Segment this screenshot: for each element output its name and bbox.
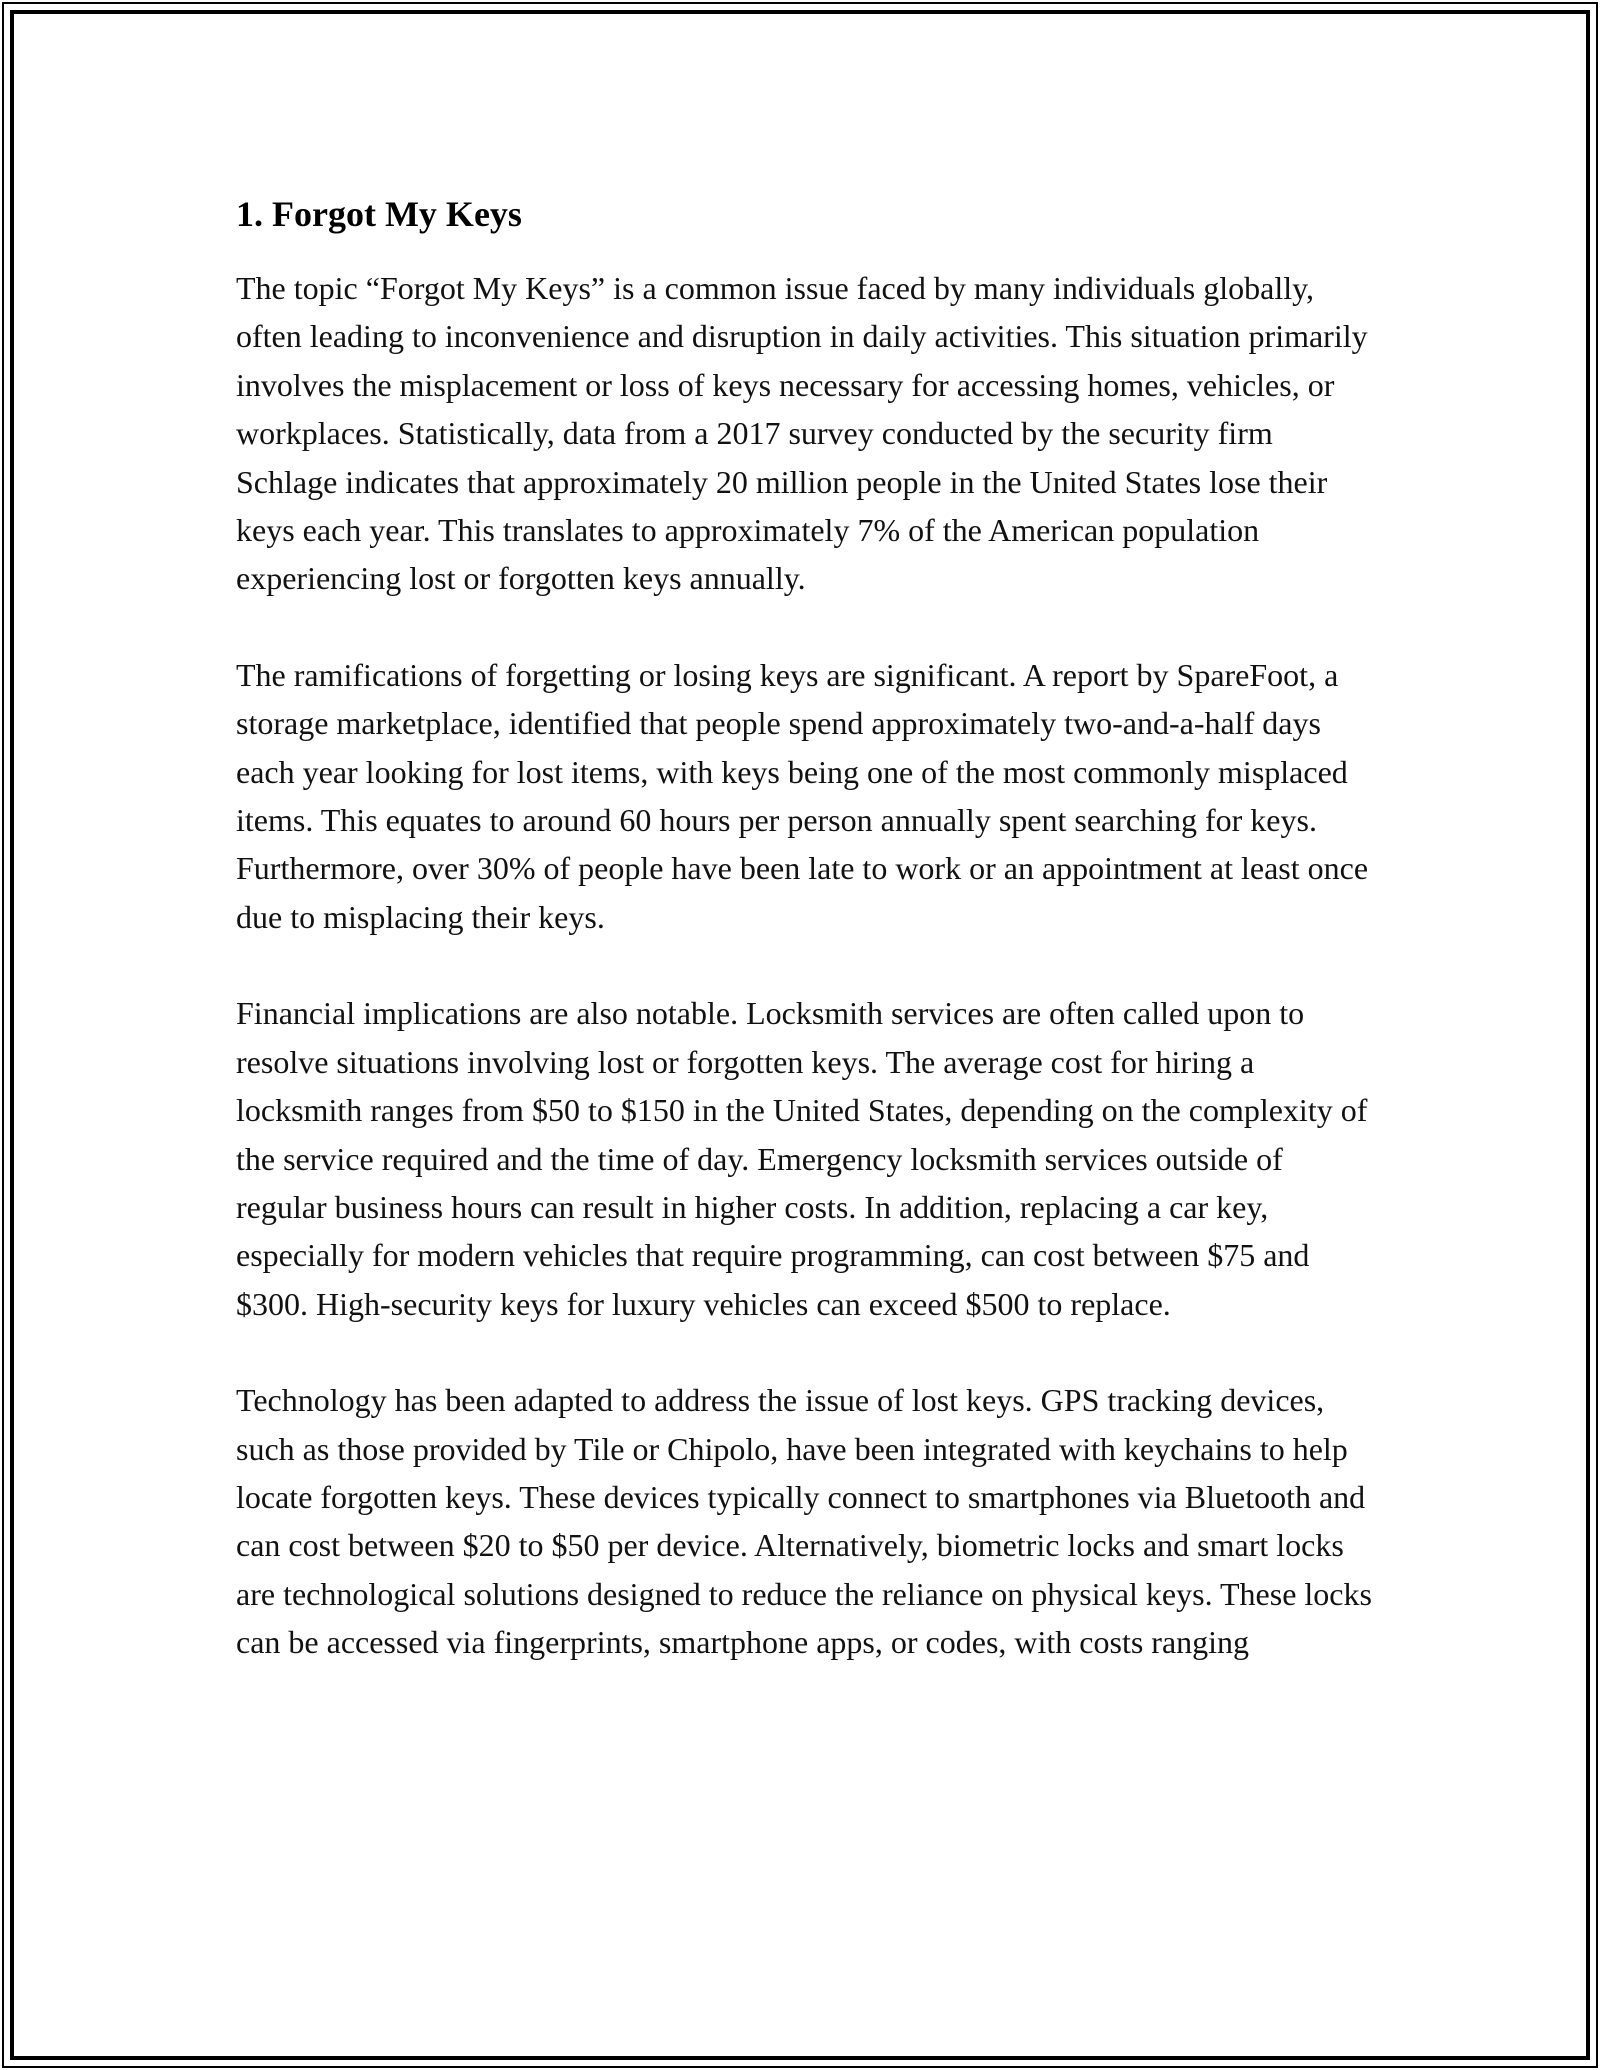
document-body: [236, 186, 1376, 1715]
paragraph-2: The ramifications of forgetting or losing keys are significant. A report by SpareFoot, a storage marketplace, identified that people spend approximately two-and-a-half days each year looking for lost items, with keys being one of the most commonly misplaced items. This equates to around 60 hours per person annually spent searching for keys. Furthermore, over 30% of people have been late to work or an appointment at least once due to misplacing their keys.: [236, 656, 1369, 935]
paragraph-3: Financial implications are also notable. Locksmith services are often called upon to resolve situations involving lost or forgotten keys. The average cost for hiring a locksmith ranges from $50 to $150 in the United States, depending on the complexity of the service required and the time of day. Emergency locksmith services outside of regular business hours can result in higher costs. In addition, replacing a car key, especially for modern vehicles that require programming, can cost between $75 and $300. High-security keys for luxury vehicles can exceed $500 to replace.: [236, 995, 1368, 1322]
paragraph-1: The topic “Forgot My Keys” is a common issue faced by many individuals globally, often leading to inconvenience and disruption in daily activities. This situation primarily involves the misplacement or loss of keys necessary for accessing homes, vehicles, or workplaces. Statistically, data from a 2017 survey conducted by the security firm Schlage indicates that approximately 20 million people in the United States lose their keys each year. This translates to approximately 7% of the American population experiencing lost or forgotten keys annually.: [236, 270, 1368, 597]
paragraph-4: Technology has been adapted to address the issue of lost keys. GPS tracking devices, such as those provided by Tile or Chipolo, have been integrated with keychains to help locate forgotten keys. These devices typically connect to smartphones via Bluetooth and can cost between $20 to $50 per device. Alternatively, biometric locks and smart locks are technological solutions designed to reduce the reliance on physical keys. These locks can be accessed via fingerprints, smartphone apps, or codes, with costs ranging: [236, 1382, 1372, 1661]
section-heading: 1. Forgot My Keys: [236, 194, 522, 234]
